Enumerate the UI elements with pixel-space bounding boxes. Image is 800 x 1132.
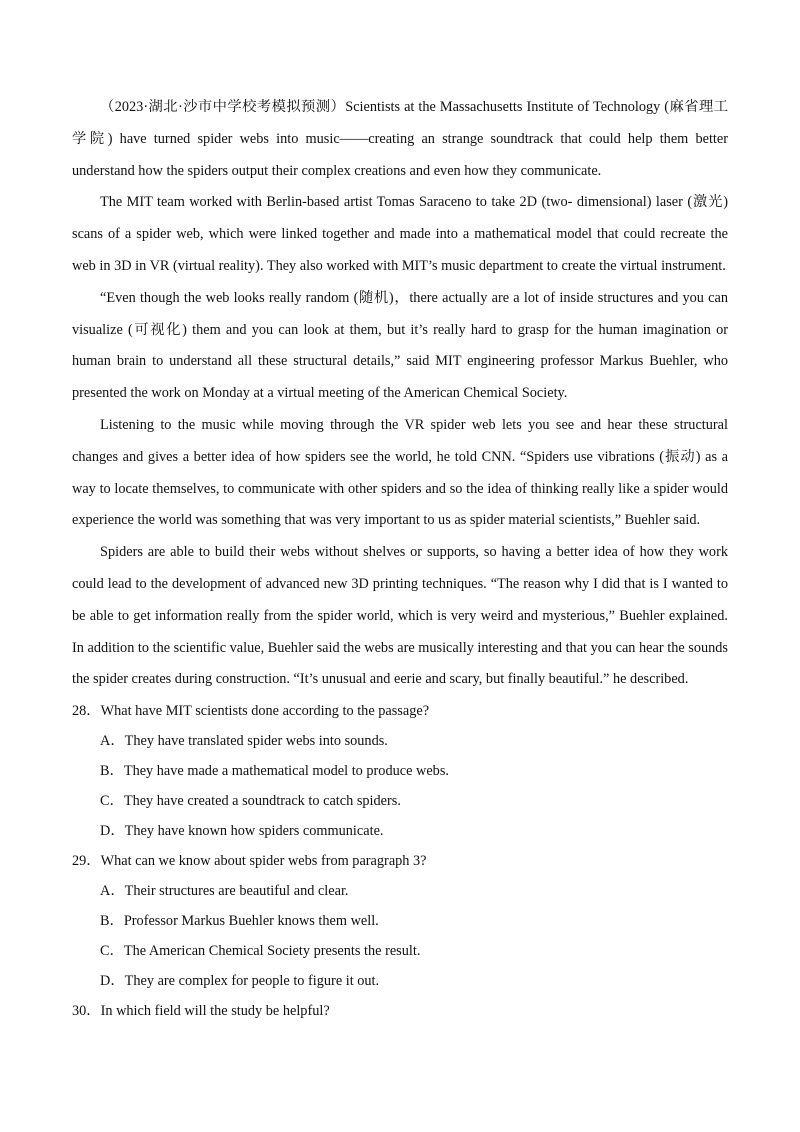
question-30 [72,996,728,1026]
question-stem: 29．What can we know about spider webs from paragraph 3? [72,853,427,870]
passage-paragraph-4: Listening to the music while moving through the VR spider web lets you see and hear these structural changes and gives a better idea of how spiders see the world, he told CNN. “Spiders use vibrations (振动) as a way to locate themselves, to communicate with other spiders and so the idea of thinking really like a spider would experience the world was something that was very important to us as spider material scientists,” Buehler said. [72,416,728,529]
option-c: C．They have created a soundtrack to catch spiders. [100,793,401,810]
question-28 [72,696,728,846]
option-a: A．Their structures are beautiful and clear. [100,883,349,900]
passage-paragraph-5: Spiders are able to build their webs without shelves or supports, so having a better idea of how they work could lead to the development of advanced new 3D printing techniques. “The reason why I did that is I wanted to be able to get information really from the spider world, which is very weird and mysterious,” Buehler explained. In addition to the scientific value, Buehler said the webs are musically interesting and that you can hear the sounds the spider creates during construction. “It’s unusual and eerie and scary, but finally beautiful.” he described. [72,544,728,688]
option-b: B．Professor Markus Buehler knows them well. [100,913,379,930]
option-d: D．They are complex for people to figure it out. [100,973,380,990]
reading-passage [72,92,728,696]
option-d: D．They have known how spiders communicate. [100,823,384,840]
option-b: B．They have made a mathematical model to produce webs. [100,763,449,780]
passage-paragraph-2: The MIT team worked with Berlin-based artist Tomas Saraceno to take 2D (two- dimensional) laser (激光) scans of a spider web, which were linked together and made into a mathematical model that could recreate the web in 3D in VR (virtual reality). They also worked with MIT’s music department to create the virtual instrument. [72,194,728,274]
passage-paragraph-1: （2023·湖北·沙市中学校考模拟预测）Scientists at the Massachusetts Institute of Technology (麻省理工学院) have turned spider webs into music——creating an strange soundtrack that could help them better understand how the spiders output their complex creations and even how they communicate. [72,99,728,179]
question-stem: 28．What have MIT scientists done according to the passage? [72,703,430,720]
document-page [72,92,728,1026]
option-c: C．The American Chemical Society presents the result. [100,943,421,960]
question-29 [72,846,728,996]
option-a: A．They have translated spider webs into sounds. [100,733,388,750]
question-stem: 30．In which field will the study be helpful? [72,1003,330,1020]
passage-paragraph-3: “Even though the web looks really random (随机)，there actually are a lot of inside structures and you can visualize (可视化) them and you can look at them, but it’s really hard to grasp for the human imagination or human brain to understand all these structural details,” said MIT engineering professor Markus Buehler, who presented the work on Monday at a virtual meeting of the American Chemical Society. [72,289,728,402]
